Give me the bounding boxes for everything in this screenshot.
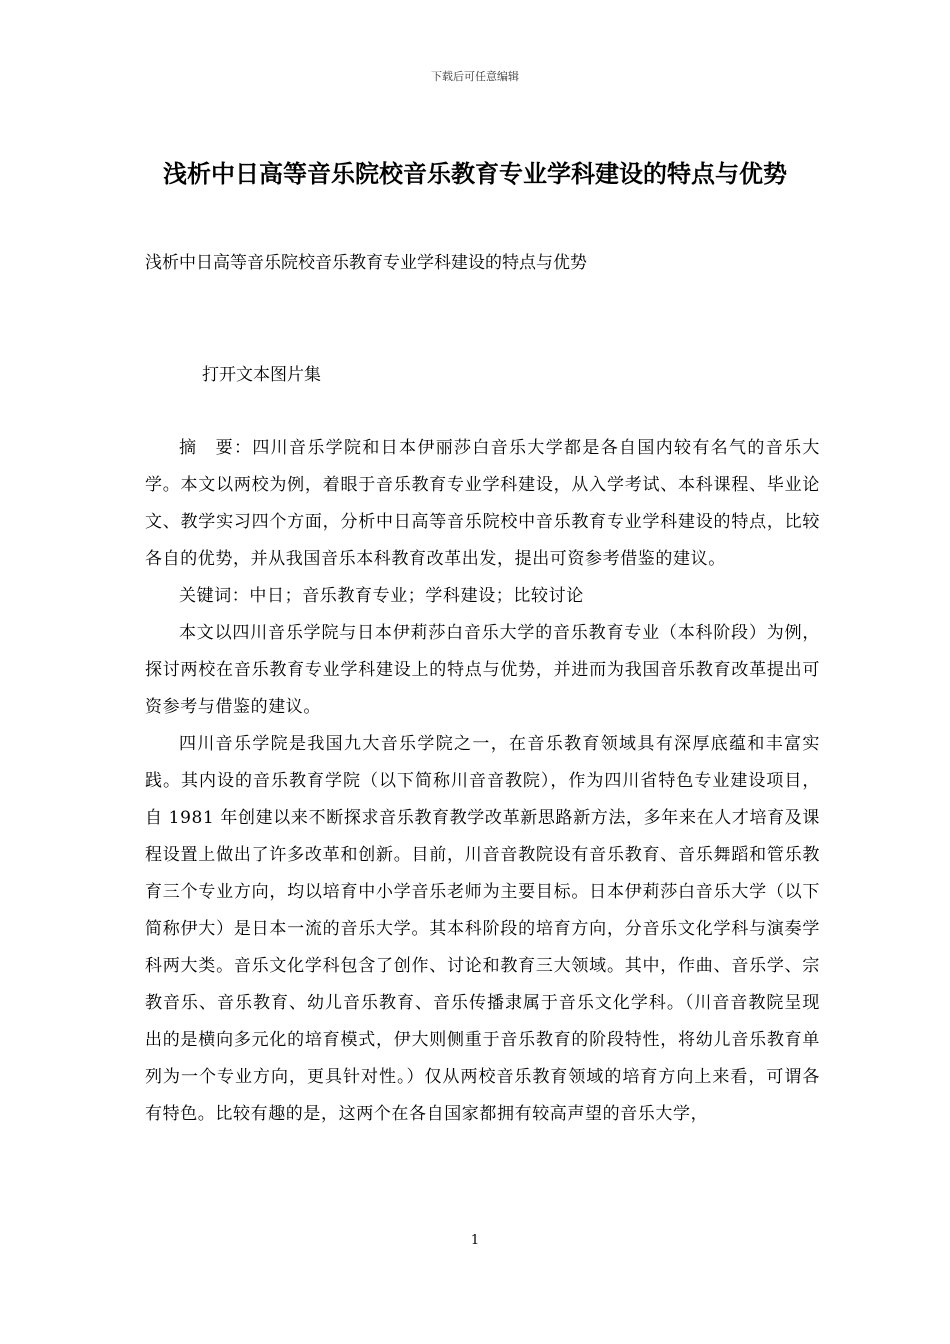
abstract-paragraph: 摘 要：四川音乐学院和日本伊丽莎白音乐大学都是各自国内较有名气的音乐大学。本文以两校为例，着眼于音乐教育专业学科建设，从入学考试、本科课程、毕业论文、教学实习四个方面，分析中日高等音乐院校中音乐教育专业学科建设的特点，比较各自的优势，并从我国音乐本科教育改革出发，提出可资参考借鉴的建议。 — [145, 438, 820, 569]
body-paragraph: 四川音乐学院是我国九大音乐学院之一，在音乐教育领域具有深厚底蕴和丰富实践。其内设的音乐教育学院（以下简称川音音教院），作为四川省特色专业建设项目，自 1981 年创建以来不断探求音乐教育教学改革新思路新方法，多年来在人才培育及课程设置上做出了许多改革和创新。目前，川音音教院设有音乐教育、音乐舞蹈和管乐教育三个专业方向，均以培育中小学音乐老师为主要目标。日本伊莉莎白音乐大学（以下简称伊大）是日本一流的音乐大学。其本科阶段的培育方向，分音乐文化学科与演奏学科两大类。音乐文化学科包含了创作、讨论和教育三大领域。其中，作曲、音乐学、宗教音乐、音乐教育、幼儿音乐教育、音乐传播隶属于音乐文化学科。（川音音教院呈现出的是横向多元化的培育模式，伊大则侧重于音乐教育的阶段特性，将幼儿音乐教育单列为一个专业方向，更具针对性。）仅从两校音乐教育领域的培育方向上来看，可谓各有特色。比较有趣的是，这两个在各自国家都拥有较高声望的音乐大学， — [145, 734, 820, 1124]
intro-paragraph: 本文以四川音乐学院与日本伊莉莎白音乐大学的音乐教育专业（本科阶段）为例，探讨两校在音乐教育专业学科建设上的特点与优势，并进而为我国音乐教育改革提出可资参考与借鉴的建议。 — [145, 623, 820, 717]
image-set-link[interactable]: 打开文本图片集 — [202, 365, 321, 385]
subtitle: 浅析中日高等音乐院校音乐教育专业学科建设的特点与优势 — [145, 253, 587, 273]
article-body — [145, 430, 820, 1133]
header-note: 下载后可任意编辑 — [431, 70, 519, 83]
page-number: 1 — [470, 1233, 480, 1248]
page-title: 浅析中日高等音乐院校音乐教育专业学科建设的特点与优势 — [163, 159, 787, 188]
keywords-paragraph: 关键词：中日；音乐教育专业；学科建设；比较讨论 — [179, 586, 584, 606]
